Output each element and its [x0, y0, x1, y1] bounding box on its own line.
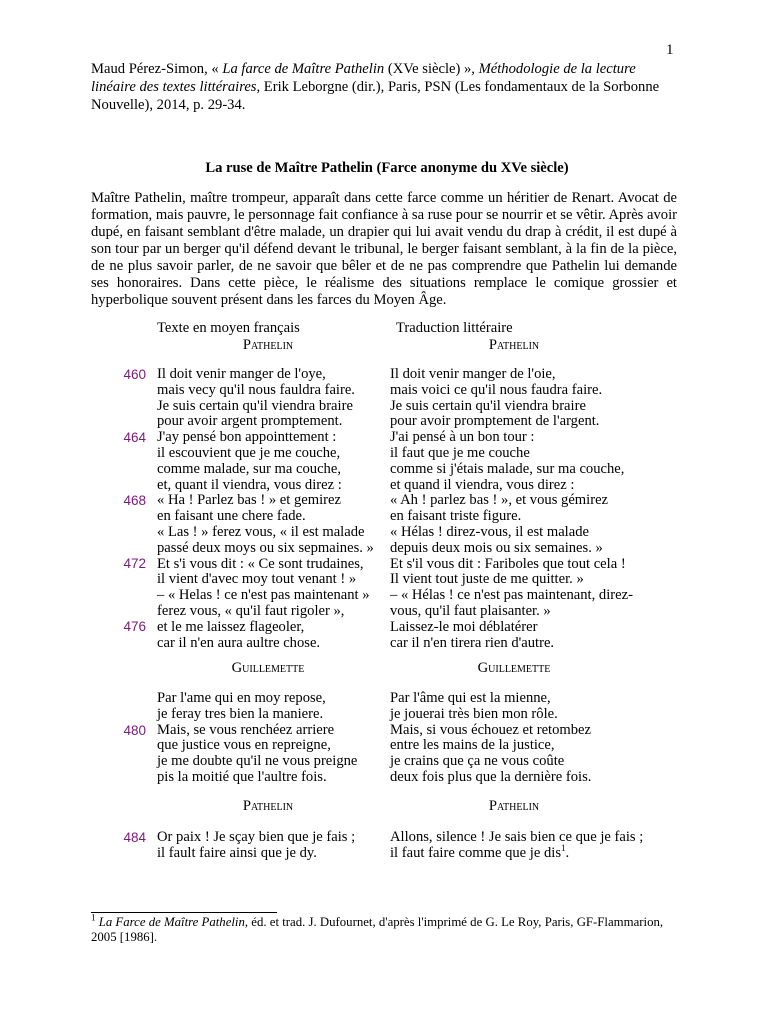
verse-line: Allons, silence ! Je sais bien ce que je fais ; [390, 829, 644, 845]
line-number: 460 [123, 367, 146, 382]
verse-line: « Las ! » ferez vous, « il est malade [157, 523, 365, 540]
verse-line: Par l'âme qui est la mienne, [390, 690, 551, 706]
verse-line: je me doubte qu'il ne vous preigne [157, 753, 358, 770]
speaker-name-original: Pathelin [242, 337, 294, 353]
verse-line: Il doit venir manger de l'oie, [390, 366, 556, 382]
verse-original-block [157, 367, 387, 651]
verse-translation-block [390, 367, 650, 651]
verse-line: passé deux moys ou six sepmaines. » [157, 539, 374, 556]
verse-line: car il n'en tirera rien d'autre. [390, 634, 555, 651]
verse-line: Par l'ame qui en moy repose, [157, 690, 326, 706]
verse-line: je jouerai très bien mon rôle. [390, 705, 558, 722]
verse-line: en faisant une chere fade. [157, 508, 306, 525]
verse-line: Et s'i vous dit : « Ce sont trudaines, [157, 555, 364, 572]
verse-translation-block [390, 691, 650, 786]
verse-line: et le me laissez flageoler, [157, 618, 305, 635]
line-number: 468 [123, 493, 146, 508]
speaker-name-translation: Pathelin [488, 798, 540, 814]
verse-line: pour avoir promptement de l'argent. [390, 413, 600, 430]
verse-translation-block [390, 830, 650, 862]
verse-line: en faisant triste figure. [390, 508, 522, 525]
footnote [91, 912, 683, 945]
verse-line: pour avoir argent promptement. [157, 413, 343, 430]
verse-line: Et s'il vous dit : Fariboles que tout cela ! [390, 555, 626, 572]
verse-line: J'ay pensé bon appointtement : [157, 429, 337, 446]
footnote-divider [91, 912, 277, 913]
verse-line: Il doit venir manger de l'oye, [157, 366, 326, 382]
verse-line: ferez vous, « qu'il faut rigoler », [157, 602, 345, 619]
column-header-translation: Traduction littéraire [396, 320, 513, 336]
speaker-name-original: Guillemette [231, 660, 305, 676]
line-number: 464 [123, 430, 146, 445]
verse-line: – « Hélas ! ce n'est pas maintenant, direz- [390, 587, 633, 604]
verse-line: il faut faire comme que je dis$^1$. [390, 842, 570, 861]
citation-rest: , Erik Leborgne (dir.), Paris, PSN (Les fondamentaux de la Sorbonne Nouvelle), 2014, p. 29-34. [91, 79, 660, 113]
verse-line: J'ai pensé à un bon tour : [390, 429, 535, 446]
verse-line: que justice vous en repreigne, [157, 737, 331, 754]
citation-book-title: Méthodologie de la lecture linéaire des textes littéraires [91, 61, 636, 95]
verse-line: Il vient tout juste de me quitter. » [390, 571, 584, 588]
verse-line: pis la moitié que l'aultre fois. [157, 768, 327, 785]
verse-line: il escouvient que je me couche, [157, 444, 341, 461]
verse-line: il vient d'avec moy tout venant ! » [157, 571, 357, 588]
speaker-name-translation: Pathelin [488, 337, 540, 353]
verse-line: – « Helas ! ce n'est pas maintenant » [157, 587, 370, 604]
verse-line: comme si j'étais malade, sur ma couche, [390, 460, 625, 477]
verse-line: Mais, si vous échouez et retombez [390, 721, 592, 738]
verse-line: deux fois plus que la dernière fois. [390, 768, 592, 785]
line-number: 472 [123, 556, 146, 571]
verse-line: je feray tres bien la maniere. [157, 705, 324, 722]
footnote-reference: 1 [561, 842, 566, 853]
citation-author: Maud Pérez-Simon, « [91, 61, 223, 77]
verse-line: il faut que je me couche [390, 444, 530, 461]
verse-line: « Ha ! Parlez bas ! » et gemirez [157, 492, 341, 509]
verse-original-block [157, 691, 387, 786]
verse-line: « Hélas ! direz-vous, il est malade [390, 523, 589, 540]
citation-article-title: La farce de Maître Pathelin [222, 61, 385, 77]
verse-line: entre les mains de la justice, [390, 737, 555, 754]
line-number: 480 [123, 723, 146, 738]
verse-line: Je suis certain qu'il viendra braire [157, 397, 353, 414]
speaker-name-original: Pathelin [242, 798, 294, 814]
verse-line: « Ah ! parlez bas ! », et vous gémirez [390, 492, 609, 509]
verse-line: je crains que ça ne vous coûte [390, 753, 565, 770]
verse-line: Laissez-le moi déblatérer [390, 618, 538, 635]
intro-paragraph: Maître Pathelin, maître trompeur, apparaît dans cette farce comme un héritier de Renart. Avocat de formation, mais pauvre, le personnage fait confiance à sa ruse pour se nourrir et se vêtir. Après avoir dupé, en faisant semblant d'être malade, un drapier qui lui avait vendu du drap à crédit, il est dupé à son tour par un berger qu'il défend devant le tribunal, le berger faisant semblant, à la fin de la pièce, de ne plus savoir parler, de ne savoir que bêler et de ne pas comprendre que Pathelin lui demande ses honoraires. Dans cette pièce, le réalisme des situations remplace le comique grossier et hyperbolique souvent présent dans les farces du Moyen Âge. [91, 190, 677, 308]
verse-line: et, quant il viendra, vous direz : [157, 476, 342, 493]
column-header-original: Texte en moyen français [157, 320, 300, 336]
verse-line: vous, qu'il faut plaisanter. » [390, 602, 551, 619]
verse-line: mais vecy qu'il nous fauldra faire. [157, 381, 355, 398]
citation-century: (XVe siècle) », [384, 61, 479, 77]
verse-line: mais voici ce qu'il nous faudra faire. [390, 381, 603, 398]
bibliographic-citation [91, 60, 683, 114]
page-number: 1 [666, 42, 674, 58]
verse-line: Je suis certain qu'il viendra braire [390, 397, 586, 414]
verse-line: il fault faire ainsi que je dy. [157, 844, 317, 861]
verse-line: comme malade, sur ma couche, [157, 460, 341, 477]
verse-line: Mais, se vous renchéez arriere [157, 721, 335, 738]
document-title: La ruse de Maître Pathelin (Farce anonyme du XVe siècle) [205, 160, 569, 176]
verse-line: depuis deux mois ou six semaines. » [390, 539, 603, 556]
line-number: 484 [123, 830, 146, 845]
footnote-text: , éd. et trad. J. Dufournet, d'après l'imprimé de G. Le Roy, Paris, GF-Flammarion, 2005 [1986]. [91, 915, 664, 944]
line-number: 476 [123, 619, 146, 634]
verse-line: et quand il viendra, vous direz : [390, 476, 575, 493]
footnote-number: 1 [91, 912, 96, 923]
verse-original-block [157, 830, 387, 862]
verse-line: car il n'en aura aultre chose. [157, 634, 321, 651]
speaker-name-translation: Guillemette [477, 660, 551, 676]
footnote-title: La Farce de Maître Pathelin [98, 915, 245, 929]
verse-line: Or paix ! Je sçay bien que je fais ; [157, 829, 356, 845]
